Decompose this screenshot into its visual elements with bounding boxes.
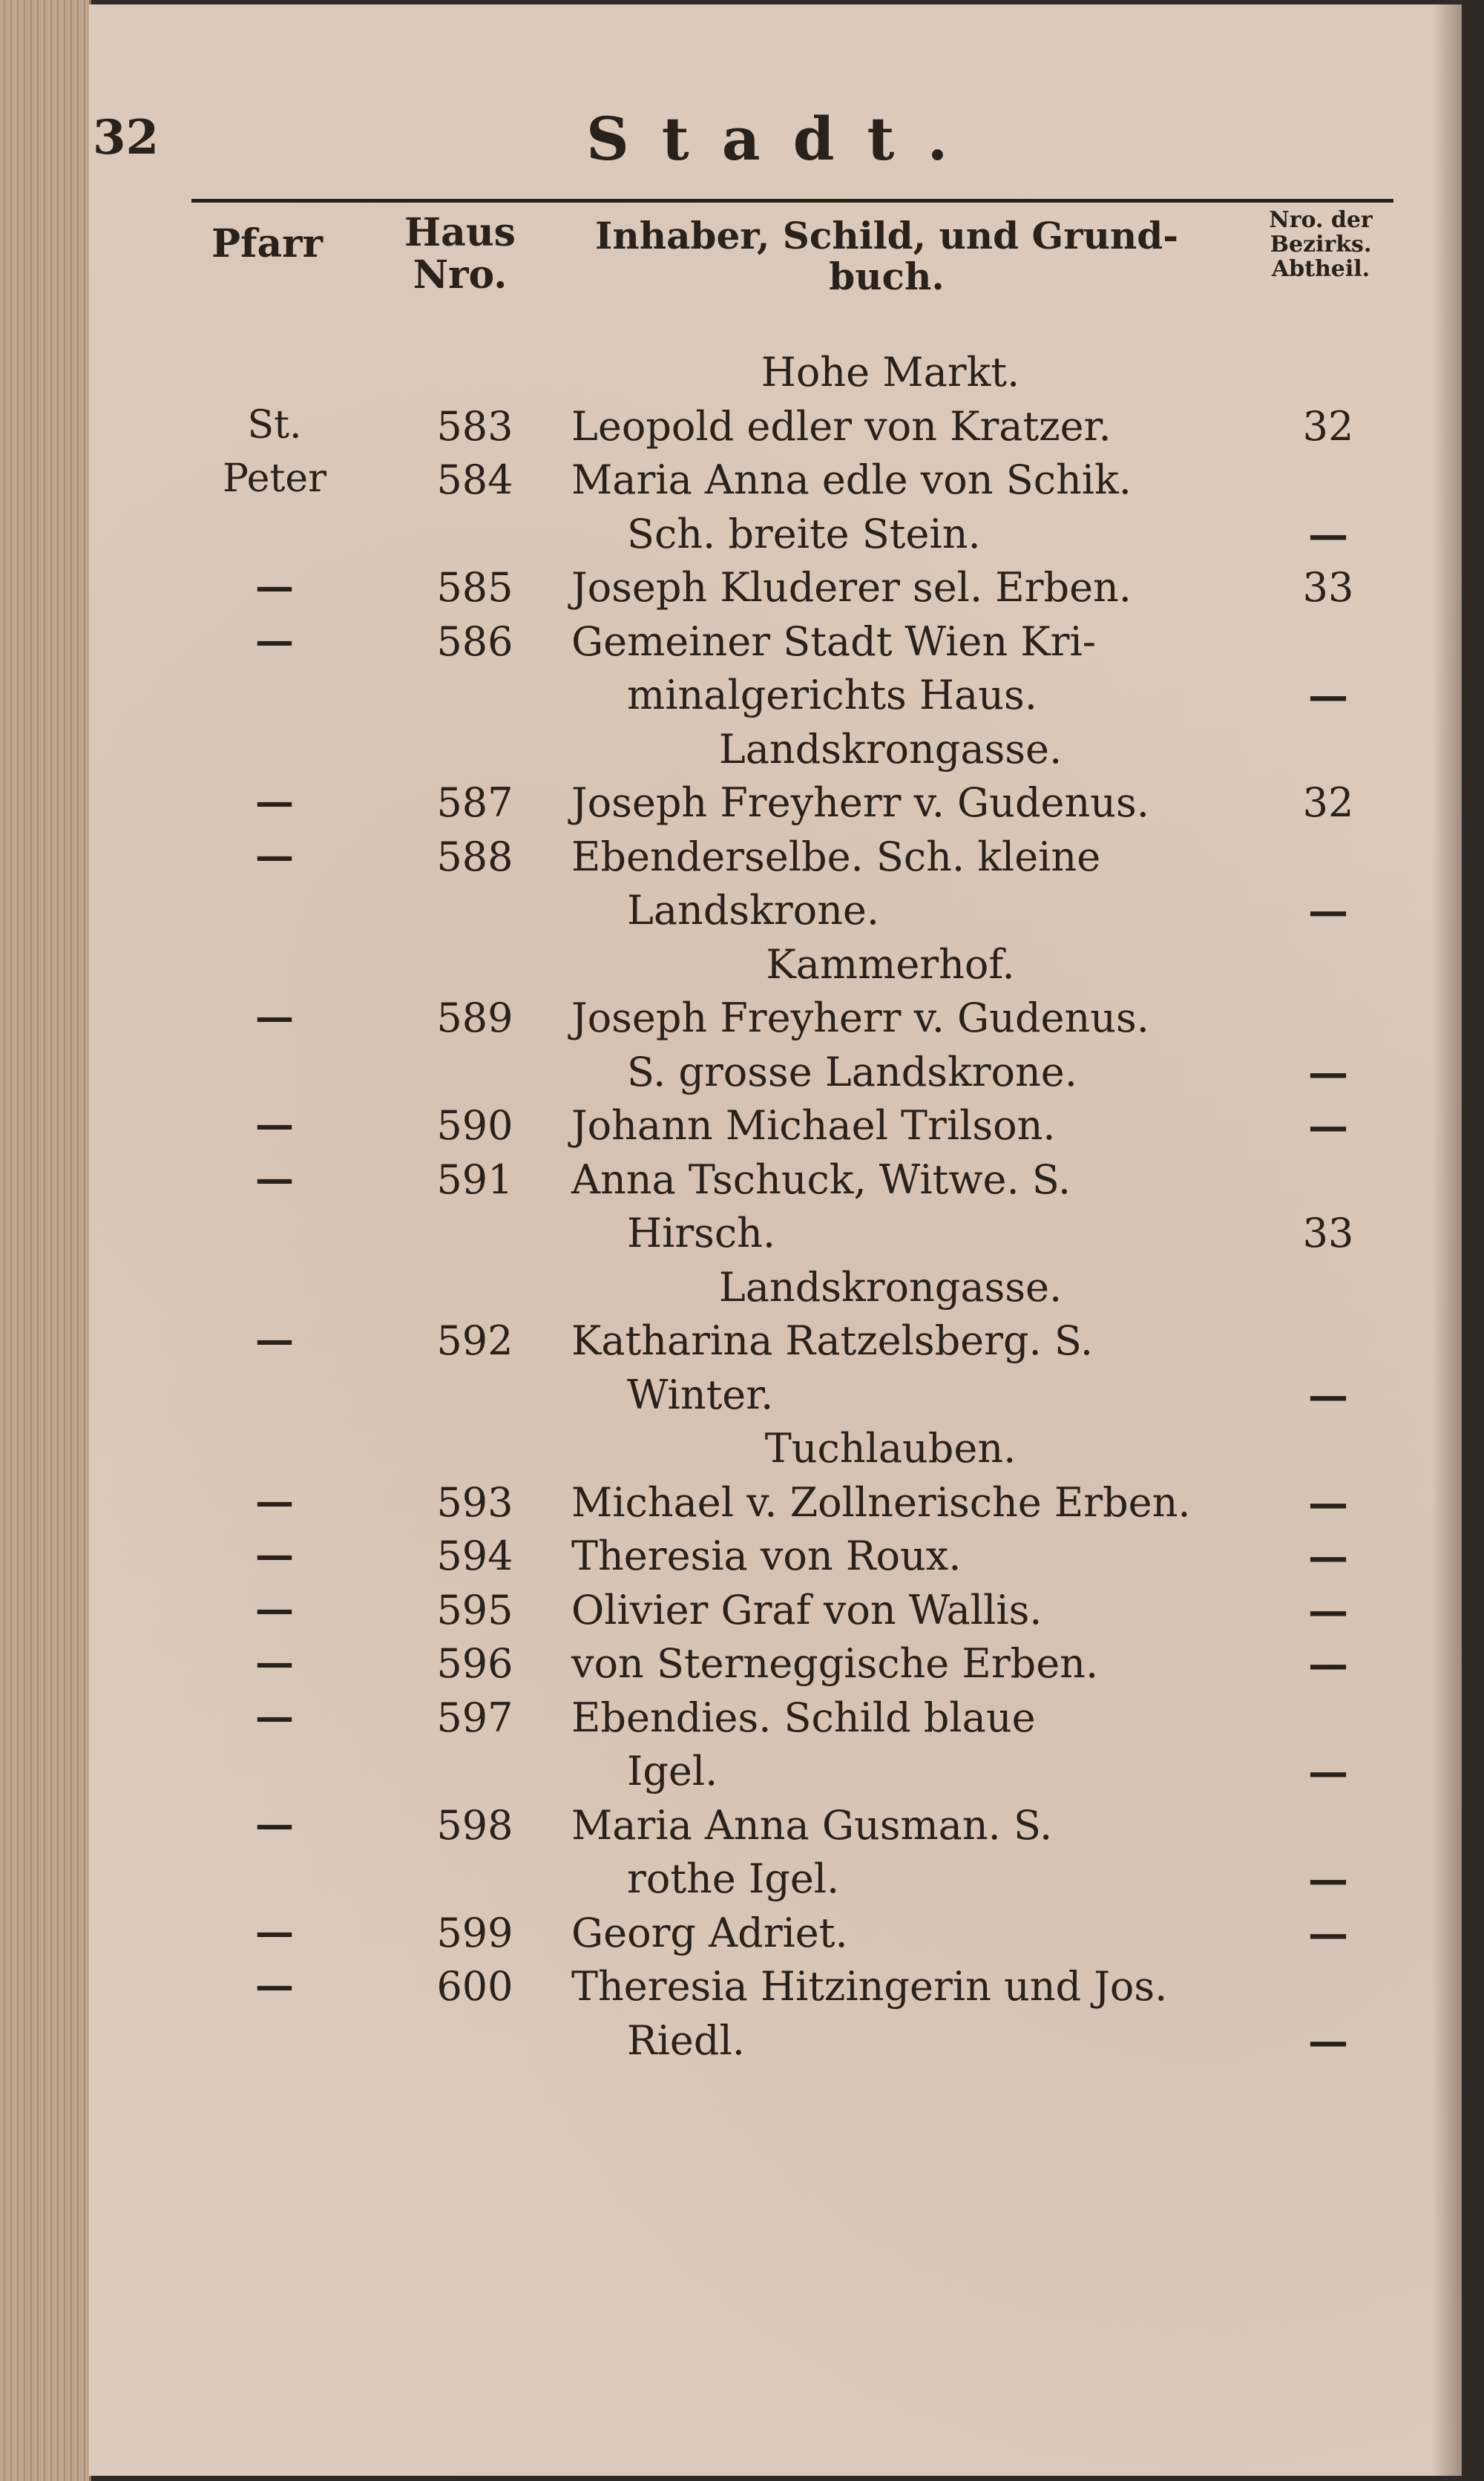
district-number-cell: 33 (1302, 564, 1354, 611)
table-row (0, 1587, 1484, 1639)
house-number-cell: 593 (436, 1479, 513, 1526)
house-number-cell: 588 (436, 833, 513, 880)
district-number-cell: — (1308, 1910, 1348, 1957)
owner-text: Michael v. Zollnerische Erben. (571, 1479, 1191, 1526)
table-row (0, 1317, 1484, 1369)
house-number-cell: 591 (436, 1156, 513, 1203)
owner-text: Maria Anna Gusman. S. (571, 1802, 1053, 1849)
owner-text: Anna Tschuck, Witwe. S. (571, 1156, 1071, 1203)
table-row (0, 1802, 1484, 1854)
table-row (0, 456, 1484, 508)
district-number-cell: — (1308, 2017, 1348, 2065)
house-number-cell: 589 (436, 994, 513, 1041)
pfarr-cell: Peter (223, 456, 326, 501)
column-header-pfarr: Pfarr (211, 221, 323, 266)
table-row (0, 1102, 1484, 1154)
pfarr-cell: — (255, 1533, 294, 1578)
street-heading: Landskrongasse. (718, 726, 1063, 773)
table-row (0, 1371, 1484, 1423)
street-heading: Landskrongasse. (718, 1264, 1063, 1311)
street-heading: Tuchlauben. (764, 1425, 1017, 1472)
street-heading: Kammerhof. (766, 941, 1015, 988)
house-number-cell: 585 (436, 564, 513, 611)
column-header-inhaber: Inhaber, Schild, und Grund- buch. (595, 214, 1178, 298)
house-number-cell: 595 (436, 1587, 513, 1633)
owner-text: Joseph Freyherr v. Gudenus. (571, 779, 1149, 826)
district-number-cell: — (1308, 1640, 1348, 1688)
pfarr-cell: — (255, 1910, 294, 1955)
owner-text: Leopold edler von Kratzer. (571, 403, 1112, 450)
table-row (0, 887, 1484, 939)
table-row (0, 511, 1484, 563)
house-number-cell: 594 (436, 1533, 513, 1579)
house-number-cell: 586 (436, 618, 513, 665)
table-row (0, 1855, 1484, 1907)
owner-text: Ebendies. Schild blaue (571, 1694, 1036, 1741)
house-number-cell: 597 (436, 1694, 513, 1741)
pfarr-cell: — (255, 1640, 294, 1685)
owner-text: Theresia Hitzingerin und Jos. (571, 1963, 1168, 2010)
table-row (0, 1156, 1484, 1208)
district-number-cell: — (1308, 1587, 1348, 1634)
pfarr-cell: — (255, 1802, 294, 1847)
owner-text: Landskrone. (627, 887, 880, 934)
house-number-cell: 599 (436, 1910, 513, 1956)
pfarr-cell: — (255, 833, 294, 879)
owner-text: Katharina Ratzelsberg. S. (571, 1317, 1094, 1364)
district-number-cell: 32 (1302, 779, 1354, 826)
district-number-cell: — (1308, 1479, 1348, 1527)
table-row (0, 1049, 1484, 1101)
street-heading-row (0, 941, 1484, 993)
district-number-cell: — (1308, 511, 1348, 558)
street-heading: Hohe Markt. (761, 349, 1020, 396)
district-number-cell: 33 (1302, 1210, 1354, 1256)
pfarr-cell: — (255, 1963, 294, 2008)
owner-text: Joseph Freyherr v. Gudenus. (571, 994, 1149, 1041)
street-heading-row (0, 1264, 1484, 1316)
district-number-cell: — (1308, 1371, 1348, 1419)
page-number: 32 (93, 110, 160, 165)
owner-text: S. grosse Landskrone. (627, 1049, 1077, 1095)
table-row (0, 779, 1484, 831)
header-rule (191, 199, 1393, 203)
pfarr-cell: — (255, 618, 294, 663)
table-row (0, 994, 1484, 1046)
table-row (0, 1479, 1484, 1531)
pfarr-cell: — (255, 564, 294, 609)
owner-text: Johann Michael Trilson. (571, 1102, 1056, 1149)
owner-text: Olivier Graf von Wallis. (571, 1587, 1043, 1633)
running-title: Stadt. (586, 104, 981, 174)
owner-text: Joseph Kluderer sel. Erben. (571, 564, 1132, 611)
house-number-cell: 584 (436, 456, 513, 503)
house-number-cell: 598 (436, 1802, 513, 1849)
owner-text: Ebenderselbe. Sch. kleine (571, 833, 1101, 880)
street-heading-row (0, 726, 1484, 778)
pfarr-cell: St. (247, 403, 302, 448)
house-number-cell: 590 (436, 1102, 513, 1149)
street-heading-row (0, 349, 1484, 401)
owner-text: Riedl. (627, 2017, 745, 2064)
owner-text: minalgerichts Haus. (627, 672, 1037, 718)
owner-text: Theresia von Roux. (571, 1533, 962, 1579)
house-number-cell: 596 (436, 1640, 513, 1687)
district-number-cell: 32 (1302, 403, 1354, 450)
table-row (0, 1210, 1484, 1262)
owner-text: Winter. (627, 1371, 774, 1418)
pfarr-cell: — (255, 1156, 294, 1202)
district-number-cell: — (1308, 1533, 1348, 1580)
house-number-cell: 583 (436, 403, 513, 450)
owner-text: Gemeiner Stadt Wien Kri- (571, 618, 1096, 665)
table-row (0, 1748, 1484, 1800)
district-number-cell: — (1308, 887, 1348, 934)
table-row (0, 1694, 1484, 1746)
table-row (0, 1640, 1484, 1692)
owner-text: Georg Adriet. (571, 1910, 848, 1956)
table-row (0, 618, 1484, 670)
house-number-cell: 600 (436, 1963, 513, 2010)
street-heading-row (0, 1425, 1484, 1477)
table-row (0, 833, 1484, 885)
pfarr-cell: — (255, 779, 294, 825)
pfarr-cell: — (255, 1317, 294, 1363)
owner-text: Igel. (627, 1748, 718, 1795)
table-row (0, 1910, 1484, 1961)
owner-text: Maria Anna edle von Schik. (571, 456, 1132, 503)
table-row (0, 1533, 1484, 1584)
pfarr-cell: — (255, 1694, 294, 1740)
table-row (0, 564, 1484, 616)
house-number-cell: 587 (436, 779, 513, 826)
table-row (0, 1963, 1484, 2015)
table-row (0, 2017, 1484, 2069)
table-row (0, 403, 1484, 455)
district-number-cell: — (1308, 1855, 1348, 1903)
column-header-haus-nro: Haus Nro. (404, 210, 516, 298)
pfarr-cell: — (255, 1479, 294, 1524)
house-number-cell: 592 (436, 1317, 513, 1364)
district-number-cell: — (1308, 672, 1348, 719)
table-row (0, 672, 1484, 724)
pfarr-cell: — (255, 1587, 294, 1632)
column-header-nro-bezirks: Nro. der Bezirks. Abtheil. (1269, 207, 1373, 282)
owner-text: von Sterneggische Erben. (571, 1640, 1099, 1687)
pfarr-cell: — (255, 1102, 294, 1147)
owner-text: Sch. breite Stein. (627, 511, 981, 557)
district-number-cell: — (1308, 1748, 1348, 1795)
owner-text: Hirsch. (627, 1210, 776, 1256)
pfarr-cell: — (255, 994, 294, 1040)
district-number-cell: — (1308, 1049, 1348, 1096)
owner-text: rothe Igel. (627, 1855, 840, 1902)
district-number-cell: — (1308, 1102, 1348, 1150)
